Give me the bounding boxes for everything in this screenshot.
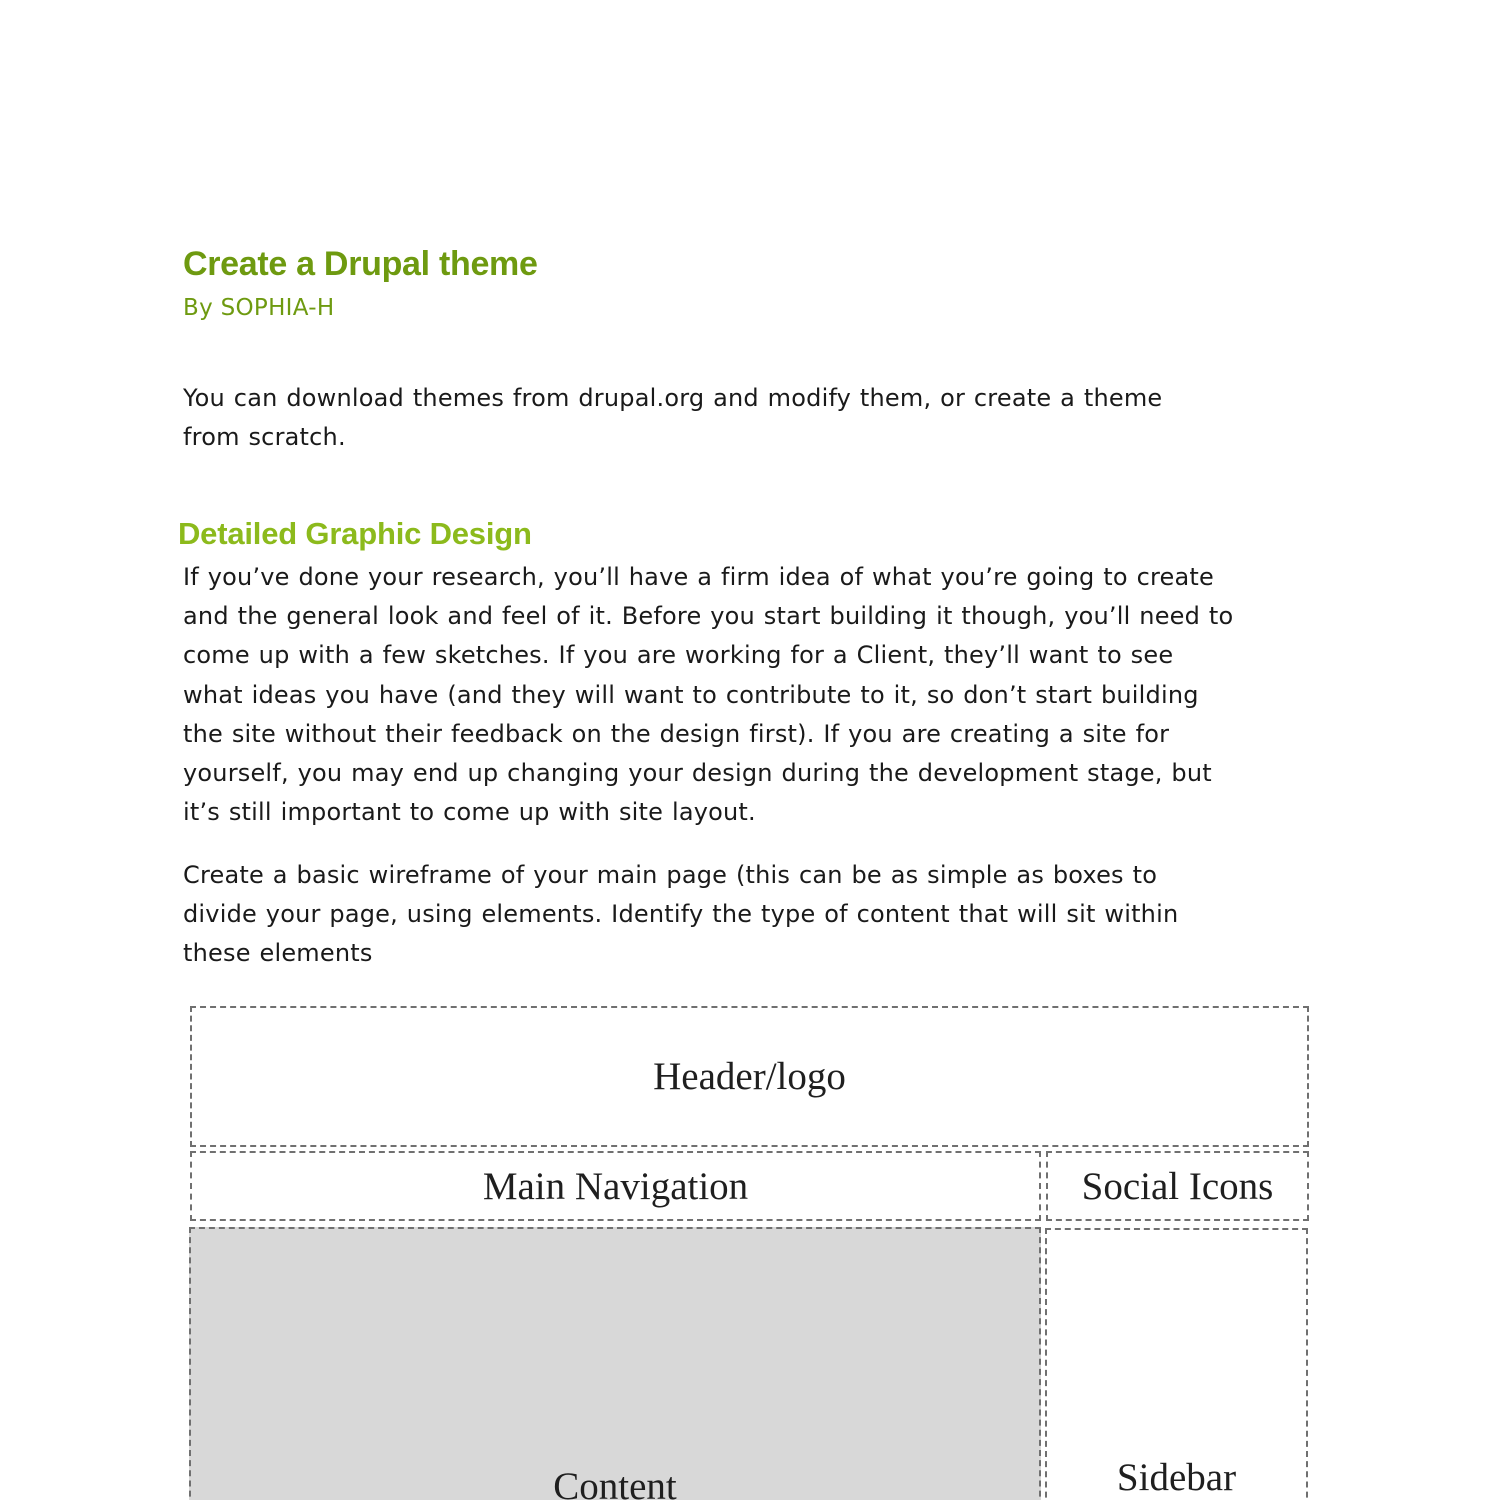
section-heading: Detailed Graphic Design: [178, 516, 532, 551]
wireframe-label: Header/logo: [653, 1055, 846, 1098]
text-line: what ideas you have (and they will want to contribute to it, so don’t start building: [183, 680, 1199, 709]
wireframe-social-box: [1046, 1151, 1309, 1221]
text-line: from scratch.: [183, 423, 346, 452]
text-line: and the general look and feel of it. Before you start building it though, you’ll need to: [183, 602, 1234, 631]
text-line: You can download themes from drupal.org and modify them, or create a theme: [183, 384, 1163, 412]
text-line: the site without their feedback on the design first). If you are creating a site for: [183, 719, 1170, 748]
text-line: If you’ve done your research, you’ll have a firm idea of what you’re going to create: [183, 563, 1214, 591]
document-title: Create a Drupal theme: [183, 245, 538, 283]
text-line: it’s still important to come up with site layout.: [183, 798, 756, 827]
intro-paragraph: [183, 379, 1313, 457]
wireframe-label: Sidebar: [1116, 1456, 1237, 1499]
wireframe-content-box: [189, 1227, 1041, 1500]
text-line: divide your page, using elements. Identify the type of content that will sit within: [183, 900, 1179, 929]
wireframe-paragraph: [183, 856, 1313, 974]
text-line: come up with a few sketches. If you are working for a Client, they’ll want to see: [183, 641, 1174, 670]
wireframe-sidebar-box: [1045, 1228, 1308, 1500]
author-byline: By SOPHIA-H: [183, 295, 335, 321]
text-line: these elements: [183, 939, 373, 968]
text-line: Create a basic wireframe of your main page (this can be as simple as boxes to: [183, 861, 1158, 889]
design-paragraph: [183, 558, 1313, 832]
wireframe-label: Content: [553, 1465, 677, 1500]
wireframe-label: Main Navigation: [482, 1164, 749, 1208]
wireframe-header-box: [190, 1006, 1309, 1147]
wireframe-label: Social Icons: [1081, 1164, 1274, 1208]
wireframe-navigation-box: [190, 1151, 1041, 1221]
text-line: yourself, you may end up changing your design during the development stage, but: [183, 759, 1212, 788]
